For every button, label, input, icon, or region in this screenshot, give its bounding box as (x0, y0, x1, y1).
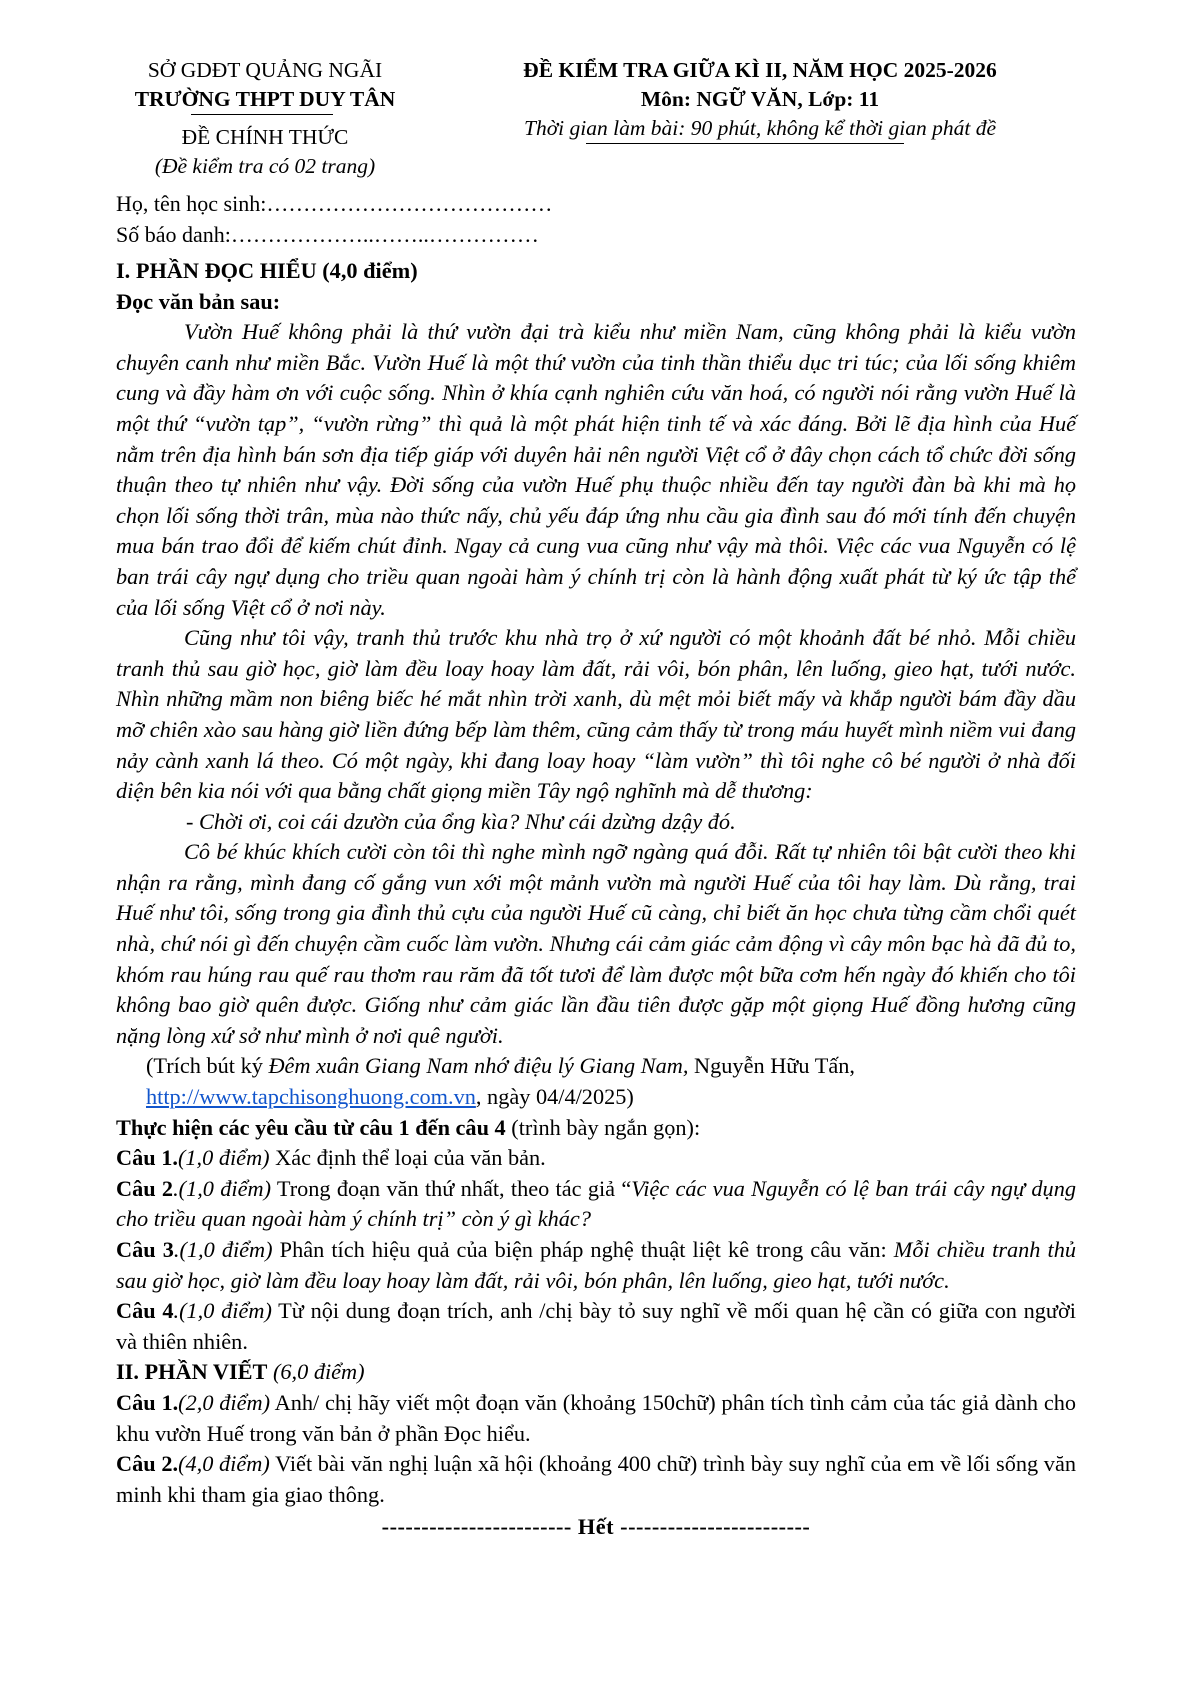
student-info (116, 188, 552, 250)
department-name: SỞ GDĐT QUẢNG NGÃI (147, 58, 383, 82)
task-instruction-bold: Thực hiện các yêu cầu từ câu 1 đến câu 4 (116, 1114, 506, 1140)
writing-question-2 (116, 1449, 1076, 1510)
question-quote: Mỗi chiều tranh thủ sau giờ học, giờ làm đều loay hoay làm đất, rải vôi, bón phân, lên luống, gieo hạt, tưới nước. (116, 1237, 1077, 1293)
time-line: Thời gian làm bài: 90 phút, không kể thời gian phát đề (523, 116, 997, 140)
student-name-line: Họ, tên học sinh:………………………………… (116, 191, 553, 216)
source-author: Nguyễn Hữu Tấn, (688, 1053, 855, 1079)
question-text: Xác định thể loại của văn bản. (269, 1145, 546, 1171)
end-marker: ------------------------ Hết ------------------------ (381, 1514, 811, 1540)
question-points: (4,0 điểm) (178, 1451, 270, 1477)
pages-note: (Đề kiểm tra có 02 trang) (154, 154, 376, 178)
question-text: Trong đoạn văn thứ nhất, theo tác giả “ (271, 1175, 632, 1201)
source-prefix: (Trích bút ký (146, 1053, 269, 1079)
question-label: Câu 2. (116, 1451, 179, 1477)
question-points: .(1,0 điểm) (173, 1298, 272, 1324)
question-text: Phân tích hiệu quả của biện pháp nghệ thuật liệt kê trong câu văn: (272, 1237, 894, 1262)
task-instruction (116, 1113, 1076, 1144)
question-1 (116, 1143, 1076, 1174)
question-3 (116, 1235, 1076, 1296)
source-title: Đêm xuân Giang Nam nhớ điệu lý Giang Nam, (268, 1053, 689, 1079)
part2-heading-text: II. PHẦN VIẾT (116, 1359, 268, 1385)
passage-paragraph: Cô bé khúc khích cười còn tôi thì nghe mình ngỡ ngàng quá đỗi. Rất tự nhiên tôi bật cười theo khi nhận ra rằng, mình đang cố gắng vun xới một mảnh vườn mà người Huế của tôi hay làm. Dù rằng, trai Huế như tôi, sống trong gia đình thủ cựu của người Huế cũ càng, chỉ biết ăn học chưa từng cầm chổi quét nhà, chứ nói gì đến chuyện cầm cuốc làm vườn. Nhưng cái cảm giác cảm động vì cây môn bạc hà đã đủ to, khóm rau húng rau quế rau thơm rau răm đã tốt tươi để làm được một bữa cơm hến ngày đó khiến cho tôi không bao giờ quên được. Giống như cảm giác lần đầu tiên được gặp một giọng Huế đồng hương cũng nặng lòng xứ sở như mình ở nơi quê người. (116, 839, 1076, 1048)
part1-heading: I. PHẦN ĐỌC HIỂU (4,0 điểm) (116, 258, 418, 283)
question-points: .(1,0 điểm) (173, 1175, 271, 1201)
question-quote: Việc các vua Nguyễn có lệ ban trái cây ngự dụng cho triều quan ngoài hàm ý chính trị” còn ý gì khác? (116, 1175, 1076, 1232)
question-points: .(1,0 điểm) (173, 1237, 273, 1262)
question-label: Câu 4 (116, 1298, 174, 1324)
writing-question-1 (116, 1388, 1076, 1449)
question-points: (2,0 điểm) (178, 1389, 271, 1415)
school-underline (191, 114, 333, 115)
question-2 (116, 1174, 1076, 1235)
question-points: (1,0 điểm) (177, 1145, 270, 1171)
source-citation (116, 1051, 1076, 1082)
reading-passage (116, 317, 1076, 1051)
exam-header-underline (586, 143, 904, 144)
student-id-line: Số báo danh:………………..……..…………… (116, 222, 539, 247)
source-link[interactable]: http://www.tapchisonghuong.com.vn (146, 1084, 476, 1110)
part2-heading-points: (6,0 điểm) (267, 1359, 365, 1385)
question-label: Câu 1. (116, 1389, 179, 1415)
part1-instruction: Đọc văn bản sau: (116, 288, 281, 314)
passage-paragraph: Cũng như tôi vậy, tranh thủ trước khu nhà trọ ở xứ người có một khoảnh đất bé nhỏ. Mỗi chiều tranh thủ sau giờ học, giờ làm đều loay hoay làm đất, rải vôi, bón phân, lên luống, gieo hạt, tưới nước. Nhìn những mầm non biêng biếc hé mắt nhìn trời xanh, dù mệt mỏi biết mấy và khắp người bám đầy dầu mỡ chiên xào sau hàng giờ liền đứng bếp làm thêm, cũng cảm thấy từ trong máu huyết mình niềm vui đang nảy cành xanh lá theo. Có một ngày, khi đang loay hoay “làm vườn” thì tôi nghe cô bé người ở nhà đối diện bên kia nói với qua bằng chất giọng miền Tây ngộ nghĩnh mà dễ thương: (116, 625, 1076, 804)
subject-line: Môn: NGỮ VĂN, Lớp: 11 (640, 87, 880, 111)
task-instruction-rest: (trình bày ngắn gọn): (505, 1114, 701, 1140)
question-label: Câu 3 (116, 1237, 174, 1262)
exam-title: ĐỀ KIỂM TRA GIỮA KÌ II, NĂM HỌC 2025-2026 (523, 58, 997, 82)
school-header (100, 56, 430, 181)
passage-dialogue: - Chời ơi, coi cái dzườn của ổng kìa? Như cái dzừng dzậy đó. (186, 808, 736, 834)
passage-paragraph: Vườn Huế không phải là thứ vườn đại trà kiểu như miền Nam, cũng không phải là kiểu vườn chuyên canh như miền Bắc. Vườn Huế là một thứ vườn của tinh thần thiểu dục tri túc; của lối sống khiêm cung và đầy hàm ơn với cuộc sống. Nhìn ở khía cạnh nghiên cứu văn hoá, có người nói rằng vườn Huế là một thứ “vườn tạp”, “vườn rừng” thì quả là một phát hiện tinh tế và xác đáng. Bởi lẽ địa hình của Huế nằm trên địa hình bán sơn địa tiếp giáp với duyên hải nên người Việt cổ ở đây chọn cách tổ chức đời sống thuận theo tự nhiên như vậy. Đời sống của vườn Huế phụ thuộc nhiều đến tay người đàn bà khi mà họ chọn lối sống thời trân, mùa nào thức nấy, chủ yếu đáp ứng nhu cầu gia đình sau đó mới tính đến chuyện mua bán trao đổi để kiếm chút đỉnh. Ngay cả cung vua cũng như vậy mà thôi. Việc các vua Nguyễn có lệ ban trái cây ngự dụng cho triều quan ngoài hàm ý chính trị còn là hành động xuất phát từ ký ức tập thể của lối sống Việt cổ ở nơi này. (116, 319, 1076, 620)
exam-header (440, 56, 1080, 143)
question-text: Anh/ chị hãy viết một đoạn văn (khoảng 150chữ) phân tích tình cảm của tác giả dành cho khu vườn Huế trong văn bản ở phần Đọc hiểu. (116, 1389, 1077, 1446)
source-date: , ngày 04/4/2025) (475, 1084, 634, 1110)
question-label: Câu 2 (116, 1175, 174, 1201)
part2-heading (116, 1357, 1076, 1388)
exam-body (116, 256, 1076, 1543)
official-label: ĐỀ CHÍNH THỨC (181, 125, 349, 149)
source-link-line (116, 1082, 1076, 1113)
question-label: Câu 1. (116, 1145, 178, 1171)
question-text: Từ nội dung đoạn trích, anh /chị bày tỏ suy nghĩ về mối quan hệ cần có giữa con người và thiên nhiên. (116, 1298, 1077, 1354)
school-name: TRƯỜNG THPT DUY TÂN (134, 87, 396, 111)
question-text: Viết bài văn nghị luận xã hội (khoảng 400 chữ) trình bày suy nghĩ của em về lối sống văn minh khi tham gia giao thông. (116, 1451, 1077, 1507)
question-4 (116, 1296, 1076, 1357)
